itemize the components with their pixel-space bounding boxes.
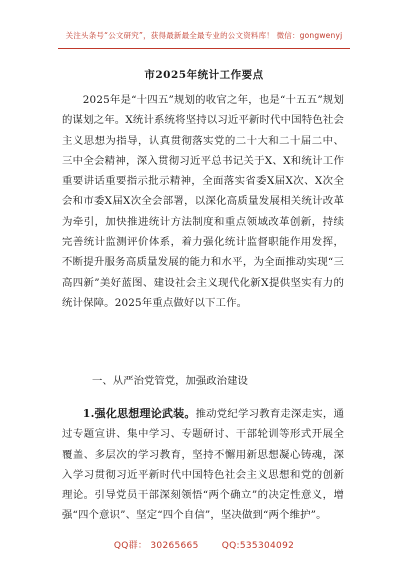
header-banner: 关注头条号“公文研究”，获得最新最全最专业的公文资料库！ 微信：gongwenyj <box>65 31 343 40</box>
header-divider <box>58 48 350 49</box>
item-text: 推动党纪学习教育走深走实，通过专题宣讲、集中学习、专题研讨、干部轮训等形式开展全覆盖、多层次的学习教育，坚持不懈用新思想凝心铸魂，深入学习贯彻习近平新时代中国特色社会主义思想和党的创新理论。引导党员干部深刻领悟“两个确立”的决定性意义，增强“四个意识”、坚定“四个自信”，坚决做到“两个维护”。 <box>62 408 344 522</box>
document-title: 市2025年统计工作要点 <box>144 69 264 81</box>
footer-contact <box>0 538 408 551</box>
section-heading: 一、从严治党管党，加强政治建设 <box>92 375 248 387</box>
item-block <box>62 404 344 526</box>
item-lead: 1.强化思想理论武装。 <box>82 407 196 420</box>
intro-block <box>62 90 344 313</box>
footer-qq-group: QQ群： 30265665 <box>113 541 199 551</box>
item-paragraph <box>62 404 344 526</box>
footer-qq: QQ:535304092 <box>221 541 295 551</box>
intro-paragraph: 2025年是“十四五”规划的收官之年，也是“十五五”规划的谋划之年。X统计系统将坚持以习近平新时代中国特色社会主义思想为指导，认真贯彻落实党的二十大和二十届二中、三中全会精神，深入贯彻习近平总书记关于X、X和统计工作重要讲话重要指示批示精神，全面落实省委X届X次、X次全会和市委X届X次全会部署，以深化高质量发展相关统计改革为牵引，加快推进统计方法制度和重点领域改革创新，持续完善统计监测评价体系，着力强化统计监督职能作用发挥，不断提升服务高质量发展的能力和水平，为全面推动实现“三高四新”美好蓝图、建设社会主义现代化新X提供坚实有力的统计保障。2025年重点做好以下工作。 <box>62 94 344 309</box>
